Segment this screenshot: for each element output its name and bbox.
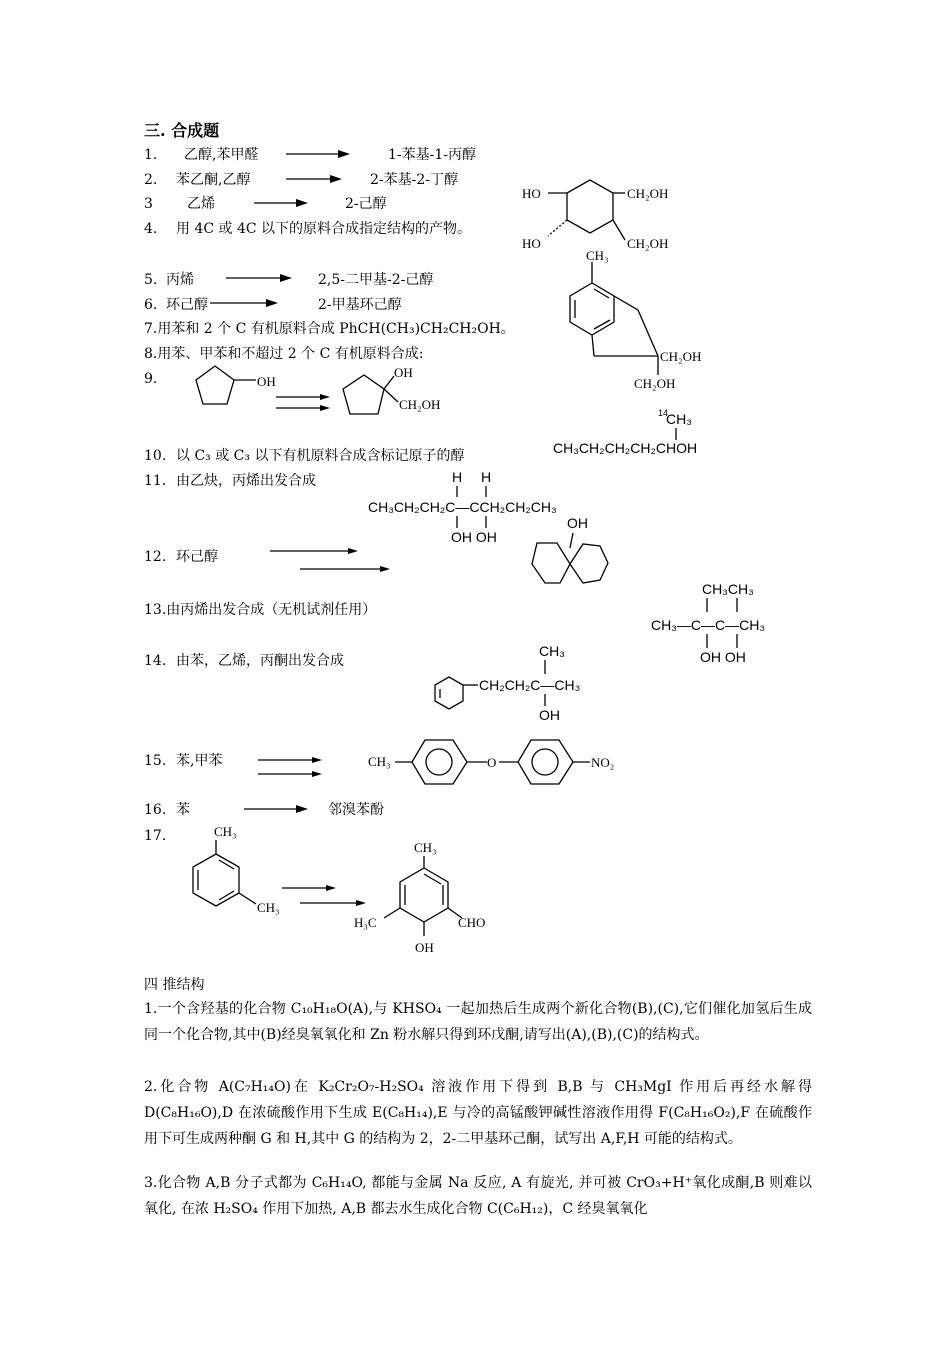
arrow-16: [244, 805, 308, 813]
reaction-arrows: [210, 150, 390, 906]
s4-ho1: HO: [522, 186, 541, 201]
structure-15: [368, 740, 614, 784]
arrow-17: [282, 885, 366, 906]
s14-chain: CH₂CH₂C—CH₃: [479, 677, 581, 693]
s17-ch3c: CH₃: [414, 840, 437, 855]
item-5-start: 丙烯: [166, 272, 194, 288]
s14-oh: OH: [539, 707, 560, 723]
arrow-2: [286, 175, 342, 183]
s9-oh1: OH: [257, 374, 276, 389]
s9-oh2: OH: [394, 365, 413, 380]
s8-ch2oh1: CH₂OH: [660, 349, 702, 364]
item-16-num: 16.: [144, 802, 167, 818]
problem-2: 2.化合物 A(C₇H₁₄O)在 K₂Cr₂O₇-H₂SO₄ 溶液作用下得到 B,B 与 CH₃MgI 作用后再经水解得 D(C₈H₁₆O),D 在浓硫酸作用下生成 E(C₈H₁₄),E 与冷的高锰酸钾碱性溶液作用得 F(C₈H₁₆O₂),F 在硫酸作用下可生成两种酮 G 和 H,其中 G 的结构为 2，2-二甲基环己酮，试写出 A,F,H 可能的结构式。: [144, 1079, 812, 1147]
item-13-text: 13.由丙烯出发合成（无机试剂任用）: [144, 602, 377, 618]
item-11-text: 由乙炔，丙烯出发合成: [176, 473, 316, 489]
s4-ho2: HO: [522, 236, 541, 251]
s15-no2: NO₂: [591, 755, 615, 770]
structure-8: [570, 248, 701, 391]
item-16-start: 苯: [176, 802, 190, 818]
item-14-text: 由苯，乙烯，丙酮出发合成: [176, 653, 344, 669]
structure-17: [193, 824, 485, 955]
s13-top: CH₃CH₃: [702, 581, 754, 597]
s17-ch3b: CH₃: [257, 900, 280, 915]
s17-oh: OH: [415, 940, 434, 955]
s17-h3c: H₃C: [354, 915, 377, 930]
section-title: 三. 合成题: [144, 121, 220, 140]
item-2-product: 2-苯基-2-丁醇: [370, 172, 459, 188]
item-5-num: 5.: [144, 272, 158, 288]
s10-chain: CH₃CH₂CH₂CH₂CHOH: [553, 440, 698, 456]
arrow-3: [254, 199, 308, 207]
s17-ch3a: CH₃: [214, 824, 237, 839]
item-12-start: 环己醇: [176, 549, 218, 565]
s15-o: O: [487, 755, 497, 770]
item-7-text: 7.用苯和 2 个 C 有机原料合成 PhCH(CH₃)CH₂CH₂OH。: [144, 321, 515, 337]
arrow-9: [276, 394, 330, 411]
s14-ch3: CH₃: [539, 643, 565, 659]
item-10-text: 以 C₃ 或 C₃ 以下有机原料合成含标记原子的醇: [176, 448, 465, 464]
item-11-num: 11.: [144, 473, 167, 489]
item-10-num: 10.: [144, 448, 167, 464]
problem-1: 1.一个含羟基的化合物 C₁₀H₁₈O(A),与 KHSO₄ 一起加热后生成两个新化合物(B),(C),它们催化加氢后生成同一个化合物,其中(B)经臭氧氧化和 Zn 粉水解只得到环戊酮,请写出(A),(B),(C)的结构式。: [144, 1001, 812, 1043]
arrow-6: [210, 299, 278, 307]
item-6-num: 6.: [144, 297, 158, 313]
item-1-start: 乙醇,苯甲醛: [184, 147, 259, 163]
item-16-product: 邻溴苯酚: [328, 802, 384, 818]
item-4-text: 用 4C 或 4C 以下的原料合成指定结构的产物。: [176, 221, 472, 237]
s10-label: 14: [658, 408, 669, 418]
structure-13: [651, 581, 765, 665]
item-1-num: 1.: [144, 147, 158, 163]
s8-ch3: CH₃: [586, 248, 609, 263]
item-15-num: 15.: [144, 753, 167, 769]
s4-ch2oh2: CH₂OH: [627, 236, 669, 251]
s4-ch2oh1: CH₂OH: [627, 186, 669, 201]
item-2-num: 2.: [144, 172, 158, 188]
item-3-num: 3: [144, 196, 153, 212]
arrow-5: [226, 274, 292, 282]
s8-ch2oh2: CH₂OH: [634, 376, 676, 391]
structure-12: [532, 515, 608, 583]
arrow-15: [258, 757, 322, 777]
s13-mid: CH₃—C—C—CH₃: [651, 617, 766, 633]
s10-ch3: CH₃: [666, 411, 692, 427]
item-3-product: 2-己醇: [345, 196, 387, 212]
item-17-num: 17.: [144, 828, 167, 844]
item-6-product: 2-甲基环己醇: [318, 297, 402, 313]
arrow-1: [286, 150, 350, 158]
structure-10: [553, 408, 697, 456]
s13-bot: OH OH: [700, 649, 746, 665]
item-12-num: 12.: [144, 549, 167, 565]
item-8-text: 8.用苯、甲苯和不超过 2 个 C 有机原料合成:: [144, 346, 424, 362]
item-14-num: 14.: [144, 653, 167, 669]
s15-ch3: CH₃: [368, 754, 391, 769]
s11-oh: OH OH: [451, 529, 497, 545]
item-3-start: 乙烯: [187, 196, 215, 212]
arrow-12: [270, 548, 390, 572]
problem-3: 3.化合物 A,B 分子式都为 C₆H₁₄O, 都能与金属 Na 反应, A 有旋光, 并可被 CrO₃+H⁺氧化成酮,B 则难以氧化, 在浓 H₂SO₄ 作用下加热, A,B 都去水生成化合物 C(C₆H₁₂)，C 经臭氧氧化: [144, 1175, 812, 1217]
s17-cho: CHO: [458, 915, 486, 930]
s12-oh: OH: [567, 515, 588, 531]
item-5-product: 2,5-二甲基-2-己醇: [318, 272, 434, 288]
item-9-num: 9.: [144, 371, 158, 387]
item-2-start: 苯乙酮,乙醇: [176, 172, 251, 188]
structure-4: [522, 180, 668, 251]
s9-ch2oh: CH₂OH: [399, 397, 441, 412]
structure-14: [435, 643, 580, 723]
item-4-num: 4.: [144, 221, 158, 237]
item-15-start: 苯,甲苯: [176, 753, 223, 769]
item-1-product: 1-苯基-1-丙醇: [388, 147, 477, 163]
s11-chain: CH₃CH₂CH₂C—CCH₂CH₂CH₃: [368, 499, 557, 515]
structure-9: [196, 365, 440, 414]
s11-h1: H: [452, 469, 463, 485]
structure-11: [368, 469, 557, 545]
s11-h2: H: [481, 469, 492, 485]
section4-title: 四 推结构: [144, 977, 205, 993]
item-6-start: 环己醇: [166, 297, 208, 313]
